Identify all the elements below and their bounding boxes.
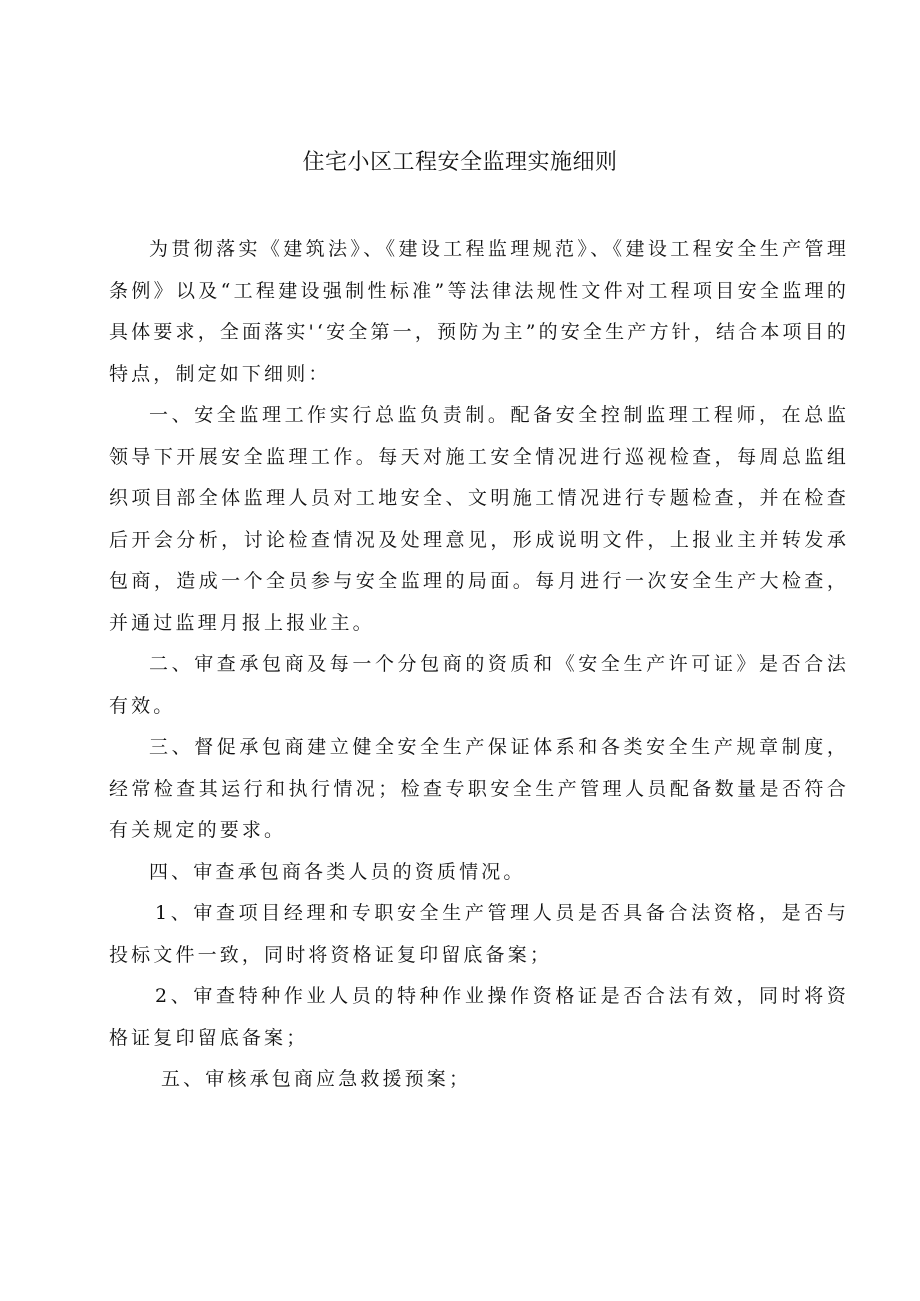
paragraph-section-4: 四、审查承包商各类人员的资质情况。: [149, 860, 526, 883]
paragraph-section-3: 三、督促承包商建立健全安全生产保证体系和各类安全生产规章制度，经常检查其运行和执行情况；检查专职安全生产管理人员配备数量是否符合有关规定的要求。: [109, 736, 849, 841]
document-body: [109, 229, 849, 1101]
paragraph-item-1: 1、审查项目经理和专职安全生产管理人员是否具备合法资格，是否与投标文件一致，同时将资格证复印留底备案；: [109, 902, 849, 966]
paragraph-item-2: 2、审查特种作业人员的特种作业操作资格证是否合法有效，同时将资格证复印留底备案；: [109, 985, 849, 1049]
paragraph-section-2: 二、审查承包商及每一个分包商的资质和《安全生产许可证》是否合法有效。: [109, 653, 849, 717]
paragraph-section-5: 五、审核承包商应急救援预案；: [161, 1068, 472, 1090]
document-title: 住宅小区工程安全监理实施细则: [302, 150, 618, 175]
paragraph-intro: 为贯彻落实《建筑法》、《建设工程监理规范》、《建设工程安全生产管理条例》以及“工程建设强制性标准”等法律法规性文件对工程项目安全监理的具体要求，全面落实'‘安全第一，预防为主”的安全生产方针，结合本项目的特点，制定如下细则：: [109, 238, 849, 385]
paragraph-section-1: 一、安全监理工作实行总监负责制。配备安全控制监理工程师，在总监领导下开展安全监理工作。每天对施工安全情况进行巡视检查，每周总监组织项目部全体监理人员对工地安全、文明施工情况进行专题检查，并在检查后开会分析，讨论检查情况及处理意见，形成说明文件，上报业主并转发承包商，造成一个全员参与安全监理的局面。每月进行一次安全生产大检查，并通过监理月报上报业主。: [109, 404, 849, 634]
